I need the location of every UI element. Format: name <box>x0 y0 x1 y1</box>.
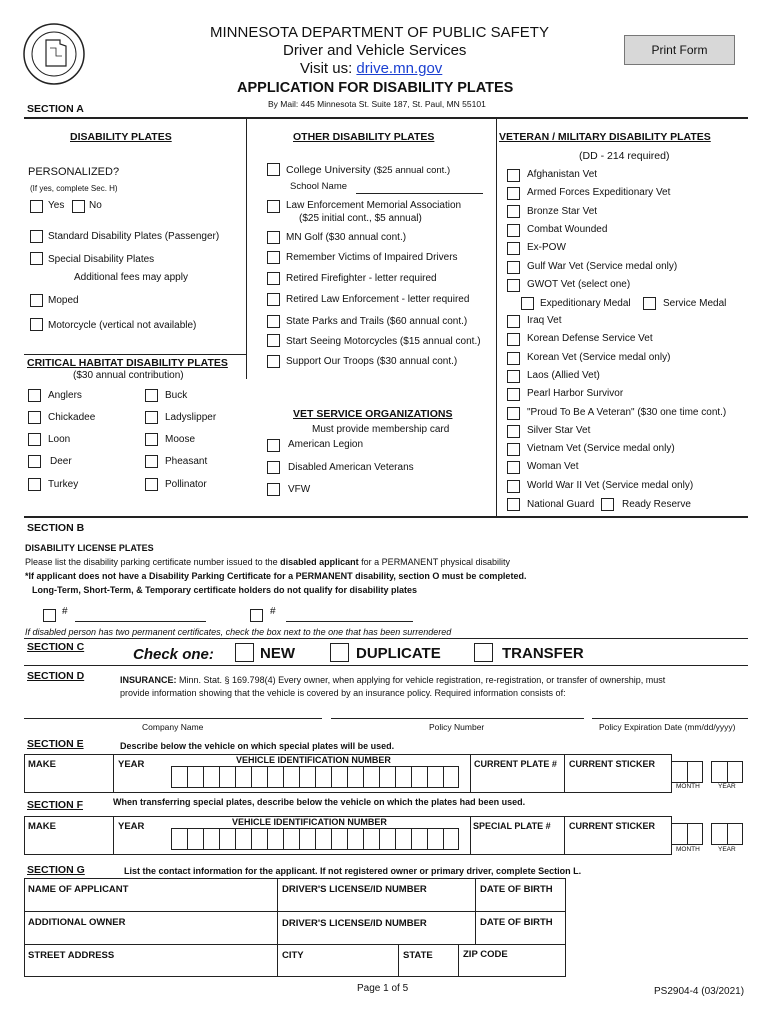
standard-plates-checkbox[interactable] <box>30 230 43 243</box>
f-year-boxes[interactable] <box>711 823 743 845</box>
disability-plates-header: DISABILITY PLATES <box>70 131 172 143</box>
section-f-label: SECTION F <box>27 799 84 811</box>
dd214-note: (DD - 214 required) <box>579 150 670 162</box>
ready-reserve-label: Ready Reserve <box>622 499 691 510</box>
american-legion-label: American Legion <box>288 439 364 450</box>
habitat-pollinator-label: Pollinator <box>165 479 207 490</box>
gwot-checkbox[interactable] <box>507 279 520 292</box>
service-medal-checkbox[interactable] <box>643 297 656 310</box>
habitat-turkey-checkbox[interactable] <box>28 478 41 491</box>
company-name-field[interactable] <box>24 718 322 719</box>
habitat-anglers-label: Anglers <box>48 390 82 401</box>
insurance-line1 <box>120 675 665 685</box>
section-e-label: SECTION E <box>27 738 84 750</box>
expeditionary-medal-checkbox[interactable] <box>521 297 534 310</box>
proud-veteran-label: "Proud To Be A Veteran" ($30 one time cont.) <box>527 407 727 418</box>
agency-name: MINNESOTA DEPARTMENT OF PUBLIC SAFETY <box>210 24 549 41</box>
section-b-note: If disabled person has two permanent certificates, check the box next to the one that has been surrendered <box>25 627 452 637</box>
motorcycle-label: Motorcycle (vertical not available) <box>48 320 197 331</box>
state-parks-checkbox[interactable] <box>267 315 280 328</box>
ww2-vet-label: World War II Vet (Service medal only) <box>527 480 694 491</box>
mn-golf-label: MN Golf ($30 annual cont.) <box>286 232 407 243</box>
service-medal-label: Service Medal <box>663 298 727 309</box>
veteran-plates-header: VETERAN / MILITARY DISABILITY PLATES <box>499 131 711 143</box>
habitat-pheasant-label: Pheasant <box>165 456 208 467</box>
f-special-plate-label: SPECIAL PLATE # <box>473 821 551 831</box>
e-make-label: MAKE <box>28 759 56 770</box>
combat-wounded-label: Combat Wounded <box>527 224 608 235</box>
law-memorial-fee: ($25 initial cont., $5 annual) <box>299 213 422 224</box>
start-seeing-checkbox[interactable] <box>267 334 280 347</box>
f-vin-label: VEHICLE IDENTIFICATION NUMBER <box>232 817 387 827</box>
afghanistan-vet-checkbox[interactable] <box>507 169 520 182</box>
laos-label: Laos (Allied Vet) <box>527 370 600 381</box>
woman-vet-label: Woman Vet <box>527 461 579 472</box>
section-a-label: SECTION A <box>27 103 84 115</box>
section-f-desc: When transferring special plates, describe below the vehicle on which the plates had been used. <box>113 797 526 807</box>
vso-header: VET SERVICE ORGANIZATIONS <box>293 408 453 420</box>
laos-checkbox[interactable] <box>507 370 520 383</box>
no-label: No <box>89 200 102 211</box>
division-name: Driver and Vehicle Services <box>283 42 467 59</box>
habitat-moose-label: Moose <box>165 434 196 445</box>
section-b-line3: Long-Term, Short-Term, & Temporary certificate holders do not qualify for disability plates <box>32 585 418 595</box>
section-d-label: SECTION D <box>27 670 85 682</box>
woman-vet-checkbox[interactable] <box>507 461 520 474</box>
habitat-ladyslipper-checkbox[interactable] <box>145 411 158 424</box>
afghanistan-vet-label: Afghanistan Vet <box>527 169 598 180</box>
habitat-buck-checkbox[interactable] <box>145 389 158 402</box>
college-label <box>286 164 450 176</box>
policy-expiration-label: Policy Expiration Date (mm/dd/yyyy) <box>599 722 736 732</box>
habitat-moose-checkbox[interactable] <box>145 433 158 446</box>
state-label: STATE <box>403 950 433 961</box>
f-make-label: MAKE <box>28 821 56 832</box>
retired-law-label: Retired Law Enforcement - letter required <box>286 294 470 305</box>
american-legion-checkbox[interactable] <box>267 439 280 452</box>
additional-dl-label: DRIVER'S LICENSE/ID NUMBER <box>282 918 427 929</box>
new-label: NEW <box>260 645 295 662</box>
website-link[interactable]: drive.mn.gov <box>356 60 443 77</box>
korean-defense-label: Korean Defense Service Vet <box>527 333 653 344</box>
habitat-anglers-checkbox[interactable] <box>28 389 41 402</box>
bronze-star-label: Bronze Star Vet <box>527 206 598 217</box>
insurance-bold: INSURANCE: <box>120 675 177 685</box>
ww2-vet-checkbox[interactable] <box>507 480 520 493</box>
ex-pow-label: Ex-POW <box>527 242 566 253</box>
duplicate-label: DUPLICATE <box>356 645 441 662</box>
law-memorial-checkbox[interactable] <box>267 200 280 213</box>
insurance-text: Minn. Stat. § 169.798(4) Every owner, when applying for vehicle registration, re-registration, or transfer of ownership, must <box>176 675 666 685</box>
habitat-pollinator-checkbox[interactable] <box>145 478 158 491</box>
other-plates-header: OTHER DISABILITY PLATES <box>293 131 435 143</box>
habitat-deer-label: Deer <box>50 456 72 467</box>
habitat-buck-label: Buck <box>165 390 188 401</box>
motorcycle-checkbox[interactable] <box>30 318 43 331</box>
line1-pre: Please list the disability parking certificate number issued to the <box>25 557 281 567</box>
support-troops-label: Support Our Troops ($30 annual cont.) <box>286 356 458 367</box>
state-seal <box>22 22 86 86</box>
gulf-war-label: Gulf War Vet (Service medal only) <box>527 261 678 272</box>
armed-forces-vet-label: Armed Forces Expeditionary Vet <box>527 187 671 198</box>
zip-code-label: ZIP CODE <box>463 949 508 960</box>
city-label: CITY <box>282 950 304 961</box>
habitat-chickadee-label: Chickadee <box>48 412 96 423</box>
korean-defense-checkbox[interactable] <box>507 333 520 346</box>
f-month-label: MONTH <box>676 846 700 853</box>
college-fee: ($25 annual cont.) <box>373 165 451 176</box>
check-one-label: Check one: <box>133 646 214 663</box>
habitat-turkey-label: Turkey <box>48 479 79 490</box>
state-parks-label: State Parks and Trails ($60 annual cont.) <box>286 316 468 327</box>
e-year-small-label: YEAR <box>718 783 736 790</box>
f-year-label: YEAR <box>118 821 145 832</box>
support-troops-checkbox[interactable] <box>267 355 280 368</box>
visit-prefix: Visit us: <box>300 60 357 77</box>
e-current-plate-label: CURRENT PLATE # <box>474 759 557 769</box>
gulf-war-checkbox[interactable] <box>507 261 520 274</box>
iraq-vet-label: Iraq Vet <box>527 315 562 326</box>
duplicate-checkbox[interactable] <box>330 643 349 662</box>
habitat-deer-checkbox[interactable] <box>28 455 41 468</box>
retired-law-checkbox[interactable] <box>267 293 280 306</box>
insurance-line2: provide information showing that the vehicle is covered by an insurance policy. Required information consists of: <box>120 688 566 698</box>
print-form-button[interactable]: Print Form <box>624 35 735 65</box>
gwot-label: GWOT Vet (select one) <box>527 279 631 290</box>
dav-label: Disabled American Veterans <box>288 462 414 473</box>
pearl-harbor-checkbox[interactable] <box>507 388 520 401</box>
f-current-sticker-label: CURRENT STICKER <box>569 821 656 831</box>
certificate-1-checkbox[interactable] <box>43 609 56 622</box>
certificate-2-field[interactable] <box>286 621 413 622</box>
ready-reserve-checkbox[interactable] <box>601 498 614 511</box>
vietnam-vet-label: Vietnam Vet (Service medal only) <box>527 443 675 454</box>
new-checkbox[interactable] <box>235 643 254 662</box>
applicant-dob-label: DATE OF BIRTH <box>480 884 553 895</box>
retired-firefighter-label: Retired Firefighter - letter required <box>286 273 437 284</box>
ex-pow-checkbox[interactable] <box>507 242 520 255</box>
e-year-boxes[interactable] <box>711 761 743 783</box>
vfw-checkbox[interactable] <box>267 483 280 496</box>
silver-star-label: Silver Star Vet <box>527 425 591 436</box>
standard-plates-label: Standard Disability Plates (Passenger) <box>48 231 220 242</box>
habitat-loon-checkbox[interactable] <box>28 433 41 446</box>
silver-star-checkbox[interactable] <box>507 425 520 438</box>
e-vin-boxes[interactable] <box>171 766 459 788</box>
combat-wounded-checkbox[interactable] <box>507 224 520 237</box>
section-b-heading: DISABILITY LICENSE PLATES <box>25 543 154 553</box>
yes-label: Yes <box>48 200 65 211</box>
habitat-ladyslipper-label: Ladyslipper <box>165 412 217 423</box>
mail-address: By Mail: 445 Minnesota St. Suite 187, St. Paul, MN 55101 <box>268 99 486 109</box>
section-b-label: SECTION B <box>27 522 85 534</box>
visit-line <box>300 60 442 77</box>
korean-vet-label: Korean Vet (Service medal only) <box>527 352 671 363</box>
personalized-no-checkbox[interactable] <box>72 200 85 213</box>
expeditionary-medal-label: Expeditionary Medal <box>540 298 631 309</box>
personalized-note: (If yes, complete Sec. H) <box>30 184 118 193</box>
line1-bold: disabled applicant <box>280 557 359 567</box>
certificate-1-hash: # <box>62 606 68 617</box>
personalized-label: PERSONALIZED? <box>28 166 120 178</box>
certificate-2-hash: # <box>270 606 276 617</box>
start-seeing-label: Start Seeing Motorcycles ($15 annual cont.) <box>286 336 481 347</box>
college-name: College University <box>286 164 371 176</box>
habitat-loon-label: Loon <box>48 434 71 445</box>
additional-owner-label: ADDITIONAL OWNER <box>28 917 126 928</box>
applicant-dl-label: DRIVER'S LICENSE/ID NUMBER <box>282 884 427 895</box>
form-title: APPLICATION FOR DISABILITY PLATES <box>237 80 514 96</box>
e-vin-label: VEHICLE IDENTIFICATION NUMBER <box>236 755 391 765</box>
dav-checkbox[interactable] <box>267 461 280 474</box>
critical-habitat-note: ($30 annual contribution) <box>73 370 184 381</box>
certificate-1-field[interactable] <box>75 621 206 622</box>
national-guard-label: National Guard <box>527 499 595 510</box>
habitat-pheasant-checkbox[interactable] <box>145 455 158 468</box>
bronze-star-checkbox[interactable] <box>507 205 520 218</box>
e-month-boxes[interactable] <box>671 761 703 783</box>
vso-note: Must provide membership card <box>312 424 450 435</box>
school-name-label: School Name <box>290 181 348 192</box>
korean-vet-checkbox[interactable] <box>507 352 520 365</box>
pearl-harbor-label: Pearl Harbor Survivor <box>527 388 624 399</box>
armed-forces-vet-checkbox[interactable] <box>507 187 520 200</box>
habitat-chickadee-checkbox[interactable] <box>28 411 41 424</box>
additional-fees-note: Additional fees may apply <box>74 272 188 283</box>
transfer-label: TRANSFER <box>502 645 584 662</box>
street-address-label: STREET ADDRESS <box>28 950 115 961</box>
proud-veteran-checkbox[interactable] <box>507 407 520 420</box>
section-b-line2: *If applicant does not have a Disability Parking Certificate for a PERMANENT disability, section O must be completed. <box>25 571 527 581</box>
section-g-label: SECTION G <box>27 864 85 876</box>
section-b-line1 <box>25 557 510 567</box>
special-plates-checkbox[interactable] <box>30 252 43 265</box>
iraq-vet-checkbox[interactable] <box>507 315 520 328</box>
f-year-small-label: YEAR <box>718 846 736 853</box>
section-g-desc: List the contact information for the applicant. If not registered owner or primary driver, complete Section L. <box>124 866 582 876</box>
f-month-boxes[interactable] <box>671 823 703 845</box>
e-month-label: MONTH <box>676 783 700 790</box>
policy-number-field[interactable] <box>331 718 584 719</box>
national-guard-checkbox[interactable] <box>507 498 520 511</box>
moped-label: Moped <box>48 295 79 306</box>
impaired-drivers-checkbox[interactable] <box>267 251 280 264</box>
critical-habitat-header: CRITICAL HABITAT DISABILITY PLATES <box>27 357 228 369</box>
applicant-name-label: NAME OF APPLICANT <box>28 884 129 895</box>
mn-golf-checkbox[interactable] <box>267 231 280 244</box>
company-name-label: Company Name <box>142 722 204 732</box>
school-name-field[interactable] <box>356 193 483 194</box>
transfer-checkbox[interactable] <box>474 643 493 662</box>
line1-post: for a PERMANENT physical disability <box>358 557 511 567</box>
special-plates-label: Special Disability Plates <box>48 254 155 265</box>
law-memorial-label: Law Enforcement Memorial Association <box>286 200 462 211</box>
section-c-label: SECTION C <box>27 641 85 653</box>
additional-dob-label: DATE OF BIRTH <box>480 917 553 928</box>
policy-expiration-field[interactable] <box>592 718 748 719</box>
f-vin-boxes[interactable] <box>171 828 459 850</box>
form-number: PS2904-4 (03/2021) <box>654 986 745 997</box>
vfw-label: VFW <box>288 484 311 495</box>
section-e-desc: Describe below the vehicle on which special plates will be used. <box>120 741 395 751</box>
personalized-yes-checkbox[interactable] <box>30 200 43 213</box>
e-current-sticker-label: CURRENT STICKER <box>569 759 656 769</box>
e-year-label: YEAR <box>118 759 145 770</box>
vietnam-vet-checkbox[interactable] <box>507 443 520 456</box>
moped-checkbox[interactable] <box>30 294 43 307</box>
impaired-drivers-label: Remember Victims of Impaired Drivers <box>286 252 458 263</box>
policy-number-label: Policy Number <box>429 722 485 732</box>
retired-firefighter-checkbox[interactable] <box>267 272 280 285</box>
page-number: Page 1 of 5 <box>357 983 409 994</box>
certificate-2-checkbox[interactable] <box>250 609 263 622</box>
college-checkbox[interactable] <box>267 163 280 176</box>
